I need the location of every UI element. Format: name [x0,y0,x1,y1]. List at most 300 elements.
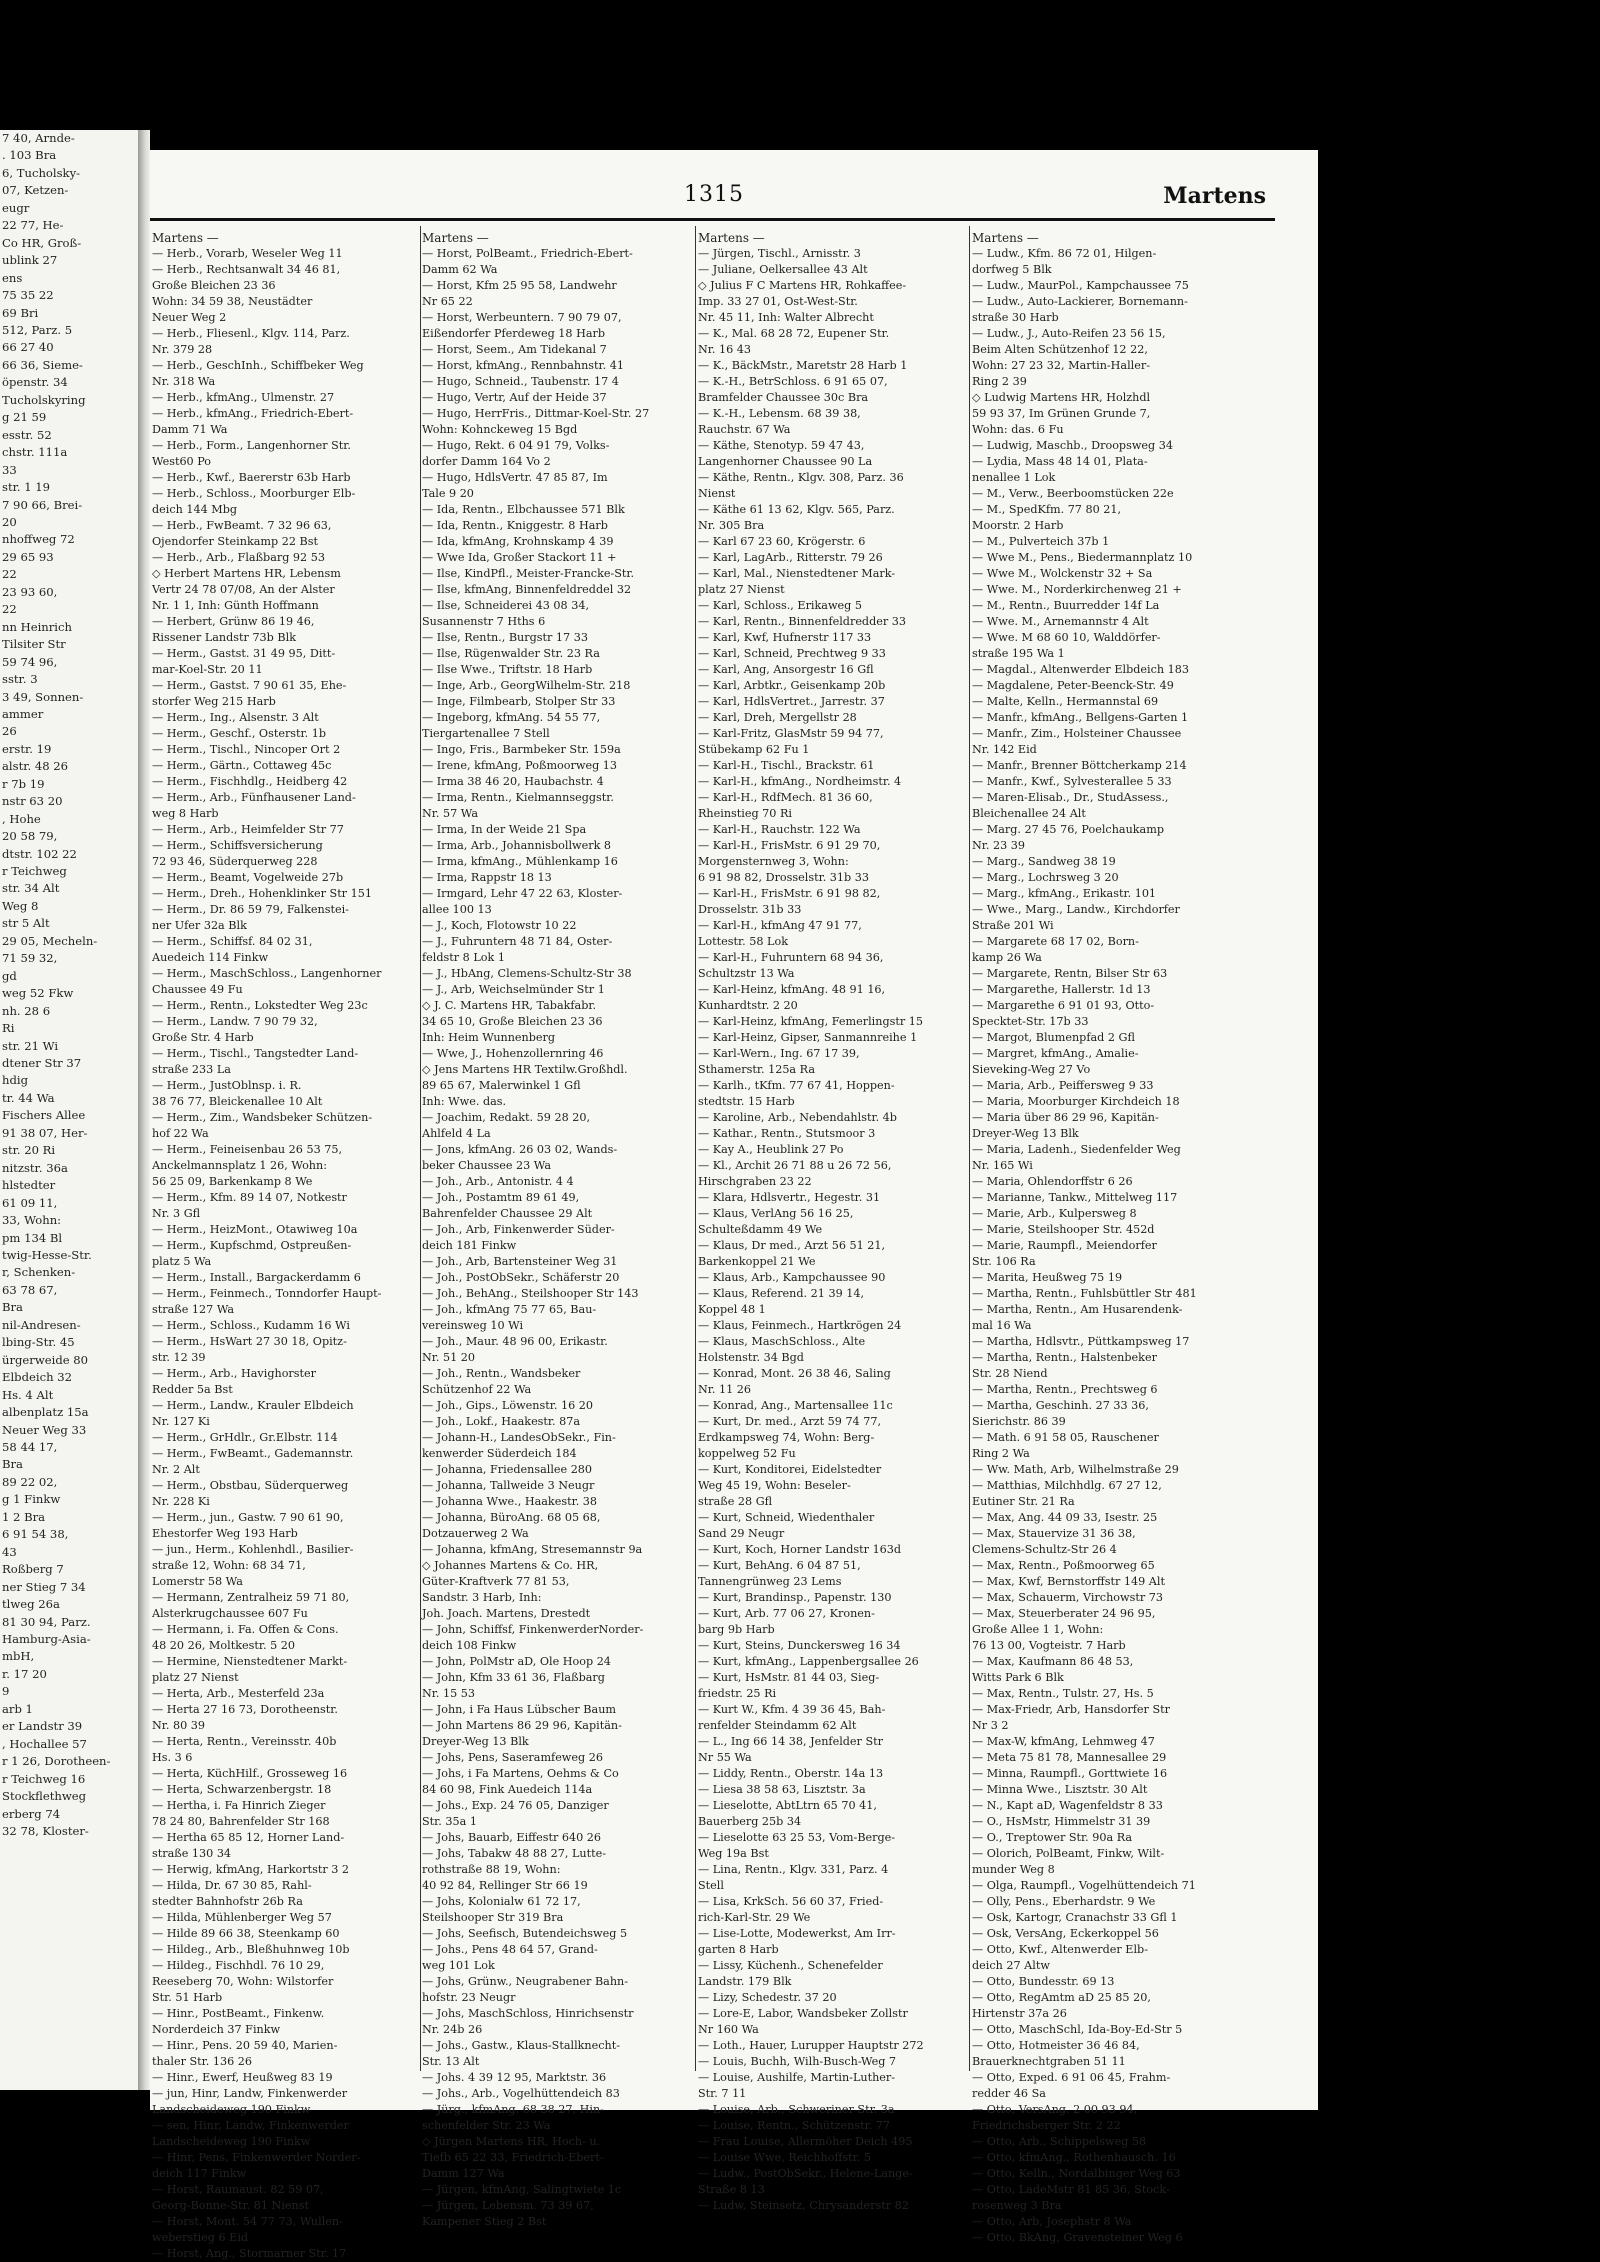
directory-entry-line: — Kurt, Konditorei, Eidelstedter [698,1463,882,1476]
directory-entry-line: weberstieg 6 Eid [152,2231,249,2244]
facing-page-line: tlweg 26a [2,1597,60,1612]
directory-entry-line: Wohn: das. 6 Fu [972,423,1064,436]
facing-page-line: Roßberg 7 [2,1562,64,1577]
facing-page-line: r Teichweg 16 [2,1771,86,1786]
directory-entry-line: — Horst, Kfm 25 95 58, Landwehr [422,279,617,292]
directory-entry-line: — Hugo, Rekt. 6 04 91 79, Volks- [422,439,610,452]
directory-entry-line: — Hildeg., Arb., Bleßhuhnweg 10b [152,1943,350,1956]
directory-entry-line: — Karl-H., FrisMstr. 6 91 29 70, [698,839,881,852]
directory-entry-line: Nr. 165 Wi [972,1159,1033,1172]
directory-entry-line: Inh: Wwe. das. [422,1095,507,1108]
directory-entry-line: 84 60 98, Fink Auedeich 114a [422,1783,593,1796]
directory-entry-line: 34 65 10, Große Bleichen 23 36 [422,1015,603,1028]
directory-entry-line: — Ludw, Steinsetz, Chrysanderstr 82 [698,2199,909,2212]
facing-page-line: 22 [2,602,17,617]
directory-entry-line: — Horst, Raumaust. 82 59 07, [152,2183,324,2196]
directory-entry-line: — Joh., Gips., Löwenstr. 16 20 [422,1399,593,1412]
directory-entry-line: — J., Fuhruntern 48 71 84, Oster- [422,935,613,948]
facing-page-line: nitzstr. 36a [2,1160,68,1175]
directory-entry-line: — Karl-H., FrisMstr. 6 91 98 82, [698,887,881,900]
directory-entry-line: — Joh., BehAng., Steilshooper Str 143 [422,1287,639,1300]
facing-page-line: r 7b 19 [2,776,45,791]
directory-entry-line: ner Ufer 32a Blk [152,919,247,932]
directory-entry-line: — Johanna, Friedensallee 280 [422,1463,593,1476]
directory-entry-line: — Marg., Lochrsweg 3 20 [972,871,1119,884]
directory-entry-line: — N., Kapt aD, Wagenfeldstr 8 33 [972,1799,1163,1812]
directory-entry-line: 89 65 67, Malerwinkel 1 Gfl [422,1079,581,1092]
facing-page-line: mbH, [2,1649,35,1664]
directory-entry-line: — Joh., Maur. 48 96 00, Erikastr. [422,1335,608,1348]
directory-entry-line: — Hertha, i. Fa Hinrich Zieger [152,1799,326,1812]
directory-entry-line: — Konrad, Mont. 26 38 46, Saling [698,1367,891,1380]
directory-entry-line: — Herm., Kfm. 89 14 07, Notkestr [152,1191,347,1204]
directory-entry-line: Landscheideweg 190 Finkw [152,2135,311,2148]
directory-entry-line: — Martha, Hdlsvtr., Püttkampsweg 17 [972,1335,1190,1348]
facing-page-line: 43 [2,1544,17,1559]
directory-entry-line: Auedeich 114 Finkw [152,951,269,964]
book-gutter [138,130,150,2090]
directory-entry-line: — Manfr., Zim., Holsteiner Chaussee [972,727,1182,740]
directory-entry-line: — Hugo, Vertr, Auf der Heide 37 [422,391,607,404]
directory-entry-line: — Karl 67 23 60, Krögerstr. 6 [698,535,866,548]
directory-entry-line: — John, Schiffsf, FinkenwerderNorder- [422,1623,644,1636]
directory-entry-line: — Hermann, i. Fa. Offen & Cons. [152,1623,339,1636]
directory-entry-line: — M., Verw., Beerboomstücken 22e [972,487,1174,500]
directory-entry-line: Nr. 3 Gfl [152,1207,201,1220]
directory-entry-line: — Karl, Kwf, Hufnerstr 117 33 [698,631,872,644]
facing-page-line: r. 17 20 [2,1666,47,1681]
directory-entry-line: — Max, Kaufmann 86 48 53, [972,1655,1134,1668]
directory-entry-line: — Herb., FwBeamt. 7 32 96 63, [152,519,332,532]
directory-entry-line: Reeseberg 70, Wohn: Wilstorfer [152,1975,334,1988]
facing-page-line: 66 27 40 [2,340,54,355]
facing-page-line: 81 30 94, Parz. [2,1614,91,1629]
directory-entry-line: Tiergartenallee 7 Stell [422,727,550,740]
directory-entry-line: deich 108 Finkw [422,1639,517,1652]
directory-entry-line: — Lise-Lotte, Modewerkst, Am Irr- [698,1927,896,1940]
directory-entry-line: Nr. 15 53 [422,1687,476,1700]
directory-entry-line: — Louise, Arb., Schweriner Str. 3a [698,2103,895,2116]
directory-entry-line: — Käthe 61 13 62, Klgv. 565, Parz. [698,503,895,516]
directory-entry-line: Ring 2 39 [972,375,1027,388]
directory-entry-line: — Matthias, Milchhdlg. 67 27 12, [972,1479,1162,1492]
directory-entry-line: — Irma, In der Weide 21 Spa [422,823,587,836]
directory-entry-line: — Lieselotte 63 25 53, Vom-Berge- [698,1831,896,1844]
directory-entry-line: — Meta 75 81 78, Mannesallee 29 [972,1751,1167,1764]
facing-page-line: g 1 Finkw [2,1492,61,1507]
directory-entry-line: — Johs. 4 39 12 95, Marktstr. 36 [422,2071,607,2084]
directory-entry-line: — Herm., Schiffsf. 84 02 31, [152,935,313,948]
facing-page-line: . 103 Bra [2,148,57,163]
directory-entry-line: — Karl, LagArb., Ritterstr. 79 26 [698,551,883,564]
directory-entry-line: — Liesa 38 58 63, Lisztstr. 3a [698,1783,866,1796]
facing-page-line: esstr. 52 [2,427,52,442]
directory-entry-line: — Martha, Rentn., Halstenbeker [972,1351,1157,1364]
facing-page-line: 58 44 17, [2,1439,58,1454]
directory-entry-line: — Lore-E, Labor, Wandsbeker Zollstr [698,2007,908,2020]
directory-entry-line: Chaussee 49 Fu [152,983,243,996]
directory-entry-line: deich 117 Finkw [152,2167,247,2180]
directory-entry-line: — O., HsMstr, Himmelstr 31 39 [972,1815,1151,1828]
directory-entry-line: Nr. 2 Alt [152,1463,200,1476]
directory-entry-line: — Ingeborg, kfmAng. 54 55 77, [422,711,601,724]
directory-entry-line: Sthamerstr. 125a Ra [698,1063,816,1076]
facing-page-line: r, Schenken- [2,1265,76,1280]
directory-entry-line: Landstr. 179 Blk [698,1975,792,1988]
directory-entry-line: stedter Bahnhofstr 26b Ra [152,1895,303,1908]
directory-column-1 [152,230,420,2260]
directory-entry-line: — Kurt, Brandinsp., Papenstr. 130 [698,1591,892,1604]
directory-entry-line: deich 144 Mbg [152,503,238,516]
directory-entry-line: — Martha, Rentn., Am Husarendenk- [972,1303,1183,1316]
directory-entry-line: — Otto, RegAmtm aD 25 85 20, [972,1991,1151,2004]
directory-entry-line: — Karl, Dreh, Mergellstr 28 [698,711,857,724]
directory-entry-line: straße 30 Harb [972,311,1059,324]
directory-entry-line: — Otto, Exped. 6 91 06 45, Frahm- [972,2071,1171,2084]
directory-entry-line: — Lisa, KrkSch. 56 60 37, Fried- [698,1895,884,1908]
directory-entry-line: — Herm., Install., Bargackerdamm 6 [152,1271,361,1284]
directory-entry-line: Bahrenfelder Chaussee 29 Alt [422,1207,593,1220]
facing-page-line: 512, Parz. 5 [2,322,73,337]
directory-entry-line: — Irma 38 46 20, Haubachstr. 4 [422,775,604,788]
directory-entry-line: Eutiner Str. 21 Ra [972,1495,1075,1508]
directory-entry-line: Nr 3 2 [972,1719,1009,1732]
directory-entry-line: — Karl, Schneid, Prechtweg 9 33 [698,647,886,660]
directory-entry-line: — Maren-Elisab., Dr., StudAssess., [972,791,1169,804]
directory-entry-line: — Johs, Kolonialw 61 72 17, [422,1895,581,1908]
directory-entry-line: — Wwe., Marg., Landw., Kirchdorfer [972,903,1180,916]
directory-entry-line: Georg-Bonne-Str. 81 Nienst [152,2199,309,2212]
directory-entry-line: Dreyer-Weg 13 Blk [422,1735,529,1748]
directory-entry-line: Holstenstr. 34 Bgd [698,1351,804,1364]
directory-entry-line: — Maria, Ohlendorffstr 6 26 [972,1175,1133,1188]
directory-entry-line: 59 93 37, Im Grünen Grunde 7, [972,407,1151,420]
directory-entry-line: — K.-H., Lebensm. 68 39 38, [698,407,861,420]
facing-page-line: 29 65 93 [2,549,54,564]
directory-entry-line: feldstr 8 Lok 1 [422,951,505,964]
directory-entry-line: Damm 127 Wa [422,2167,505,2180]
directory-entry-line: — Maria über 86 29 96, Kapitän- [972,1111,1159,1124]
directory-entry-line: — Max-Friedr, Arb, Hansdorfer Str [972,1703,1170,1716]
directory-entry-line: — Hinr, Pens, Finkenwerder Norder- [152,2151,361,2164]
directory-entry-line: — Marie, Raumpfl., Meiendorfer [972,1239,1157,1252]
facing-page-line: dtstr. 102 22 [2,846,77,861]
directory-entry-line: — Frau Louise, Allermöher Deich 495 [698,2135,913,2148]
directory-entry-line: — Ingo, Fris., Barmbeker Str. 159a [422,743,621,756]
facing-page-line: , Hohe [2,811,41,826]
directory-entry-line: — Herb., Fliesenl., Klgv. 114, Parz. [152,327,350,340]
directory-entry-line: Rissener Landstr 73b Blk [152,631,296,644]
directory-entry-line: Nr 65 22 [422,295,473,308]
directory-entry-line: Damm 71 Wa [152,423,228,436]
directory-entry-line: — J., Arb, Weichselmünder Str 1 [422,983,605,996]
directory-entry-line: Str. 28 Niend [972,1367,1048,1380]
directory-entry-line: Sierichstr. 86 39 [972,1415,1066,1428]
header-rule [150,218,1275,221]
directory-entry-line: — Karl-H., Rauchstr. 122 Wa [698,823,861,836]
directory-entry-line: Kampener Stieg 2 Bst [422,2215,547,2228]
directory-entry-line: — Herb., Vorarb, Weseler Weg 11 [152,247,343,260]
directory-entry-line: koppelweg 52 Fu [698,1447,796,1460]
directory-entry-line: 56 25 09, Barkenkamp 8 We [152,1175,313,1188]
directory-entry-line: — Olorich, PolBeamt, Finkw, Wilt- [972,1847,1165,1860]
directory-entry-line: — Herm., Arb., Fünfhausener Land- [152,791,356,804]
directory-entry-line: Nr. 379 28 [152,343,213,356]
directory-entry-line: — Herm., Kupfschmd, Ostpreußen- [152,1239,352,1252]
directory-entry-line: — Herta, Arb., Mesterfeld 23a [152,1687,325,1700]
directory-entry-line: — Karl-H., kfmAng., Nordheimstr. 4 [698,775,902,788]
directory-entry-line: — Herb., Kwf., Baererstr 63b Harb [152,471,351,484]
facing-page-line: 9 [2,1684,10,1699]
directory-entry-line: — Osk, VersAng, Eckerkoppel 56 [972,1927,1159,1940]
directory-entry-line: — Karlh., tKfm. 77 67 41, Hoppen- [698,1079,895,1092]
directory-entry-line: — Konrad, Ang., Martensallee 11c [698,1399,893,1412]
directory-entry-line: — Karl, HdlsVertret., Jarrestr. 37 [698,695,885,708]
directory-entry-line: — Juliane, Oelkersallee 43 Alt [698,263,868,276]
directory-entry-line: Susannenstr 7 Hths 6 [422,615,546,628]
directory-entry-line: Ahlfeld 4 La [422,1127,491,1140]
directory-entry-line: — Olly, Pens., Eberhardstr. 9 We [972,1895,1156,1908]
directory-entry-line: — Margarete, Rentn, Bilser Str 63 [972,967,1168,980]
facing-page-line: alstr. 48 26 [2,759,69,774]
directory-entry-line: — Ludw., Kfm. 86 72 01, Hilgen- [972,247,1157,260]
directory-entry-line: Große Allee 1 1, Wohn: [972,1623,1104,1636]
directory-entry-line: — Otto, BkAng, Gravensteiner Weg 6 [972,2231,1183,2244]
directory-entry-line: — Max, Schauerm, Virchowstr 73 [972,1591,1163,1604]
directory-entry-line: Sandstr. 3 Harb, Inh: [422,1591,542,1604]
directory-entry-line: — Irmgard, Lehr 47 22 63, Kloster- [422,887,623,900]
directory-entry-line: — Martha, Rentn., Prechtsweg 6 [972,1383,1158,1396]
directory-entry-line: — Karl, Rentn., Binnenfeldredder 33 [698,615,907,628]
directory-entry-line: — Herm., Tischl., Tangstedter Land- [152,1047,359,1060]
directory-entry-line: — M., Rentn., Buurredder 14f La [972,599,1160,612]
directory-entry-line: — Ilse, Rügenwalder Str. 23 Ra [422,647,600,660]
directory-entry-line: — Karl, Arbtkr., Geisenkamp 20b [698,679,886,692]
directory-entry-line: Hirtenstr 37a 26 [972,2007,1067,2020]
directory-entry-line: Koppel 48 1 [698,1303,766,1316]
directory-entry-line: Nr. 305 Bra [698,519,765,532]
directory-entry-line: — Karl, Mal., Nienstedtener Mark- [698,567,896,580]
directory-entry-line: 78 24 80, Bahrenfelder Str 168 [152,1815,330,1828]
directory-entry-line: vereinsweg 10 Wi [422,1319,524,1332]
directory-entry-line: — Marie, Steilshooper Str. 452d [972,1223,1155,1236]
directory-entry-line: Rauchstr. 67 Wa [698,423,791,436]
facing-page-line: arb 1 [2,1701,33,1716]
facing-page-line: 22 [2,567,17,582]
directory-entry-line: — Ludw., PostObSekr., Helene-Lange- [698,2167,913,2180]
directory-entry-line: ◇ Jürgen Martens HR, Hoch- u. [422,2135,601,2148]
directory-entry-line: — Kurt, Steins, Dunckersweg 16 34 [698,1639,901,1652]
directory-entry-line: — Johs., Arb., Vogelhüttendeich 83 [422,2087,620,2100]
directory-entry-line: — K.-H., BetrSchloss. 6 91 65 07, [698,375,888,388]
directory-entry-line: Güter-Kraftverk 77 81 53, [422,1575,570,1588]
directory-entry-line: weg 8 Harb [152,807,219,820]
directory-entry-line: Nr. 318 Wa [152,375,216,388]
directory-entry-line: friedstr. 25 Ri [698,1687,777,1700]
facing-page-line: ens [2,270,23,285]
facing-page-line: 7 40, Arnde- [2,131,75,145]
directory-entry-line: — Lina, Rentn., Klgv. 331, Parz. 4 [698,1863,889,1876]
directory-entry-line: — Marianne, Tankw., Mittelweg 117 [972,1191,1178,1204]
directory-entry-line: — Herta, Schwarzenbergstr. 18 [152,1783,332,1796]
directory-entry-line: — Herm., jun., Gastw. 7 90 61 90, [152,1511,344,1524]
directory-entry-line: — Johs, Seefisch, Butendeichsweg 5 [422,1927,628,1940]
facing-page-line: ürgerweide 80 [2,1352,89,1367]
directory-entry-line: dorfweg 5 Blk [972,263,1052,276]
directory-entry-line: — Joh., Arb, Finkenwerder Süder- [422,1223,615,1236]
directory-entry-line: — Herm., Dreh., Hohenklinker Str 151 [152,887,372,900]
facing-page-line: Bra [2,1300,23,1315]
directory-entry-line: hofstr. 23 Neugr [422,1991,516,2004]
directory-entry-line: hof 22 Wa [152,1127,209,1140]
facing-page-line: r Teichweg [2,864,67,879]
directory-entry-line: Schultzstr 13 Wa [698,967,795,980]
facing-page-line: chstr. 111a [2,445,68,460]
directory-entry-line: mar-Koel-Str. 20 11 [152,663,263,676]
facing-page-line: sstr. 3 [2,672,38,687]
facing-page-line: 6 91 54 38, [2,1527,69,1542]
directory-entry-line: — Ludw., Auto-Lackierer, Bornemann- [972,295,1188,308]
directory-entry-line: — Otto, Arb., Schippelsweg 58 [972,2135,1147,2148]
facing-page-line: nn Heinrich [2,619,72,634]
facing-page-line: 33, Wohn: [2,1213,62,1228]
directory-column-3 [698,230,966,2212]
directory-entry-line: Dreyer-Weg 13 Blk [972,1127,1079,1140]
directory-entry-line: — sen, Hinr, Landw, Finkenwerder [152,2119,349,2132]
facing-page-line: nstr 63 20 [2,794,63,809]
directory-entry-line: Brauerknechtgraben 51 11 [972,2055,1126,2068]
directory-entry-line: — Herm., Gastst. 7 90 61 35, Ehe- [152,679,347,692]
directory-entry-line: — Johs., Exp. 24 76 05, Danziger [422,1799,609,1812]
directory-entry-line: — Johs, Grünw., Neugrabener Bahn- [422,1975,629,1988]
facing-page-line: weg 52 Fkw [2,986,74,1001]
directory-entry-line: — Wwe. M., Arnemannstr 4 Alt [972,615,1149,628]
directory-entry-line: — Max-W, kfmAng, Lehmweg 47 [972,1735,1155,1748]
directory-entry-line: straße 28 Gfl [698,1495,773,1508]
directory-entry-line: Morgensternweg 3, Wohn: [698,855,849,868]
directory-entry-line: — Hugo, HerrFris., Dittmar-Koel-Str. 27 [422,407,650,420]
directory-entry-line: — Herb., Schloss., Moorburger Elb- [152,487,356,500]
directory-entry-line: 40 92 84, Rellinger Str 66 19 [422,1879,588,1892]
directory-entry-line: Nr. 16 43 [698,343,752,356]
facing-page-line: Bra [2,1457,23,1472]
directory-entry-line: — Osk, Kartogr, Cranachstr 33 Gfl 1 [972,1911,1178,1924]
page-number: 1315 [684,182,744,207]
directory-entry-line: — Kurt, BehAng. 6 04 87 51, [698,1559,861,1572]
facing-page-line: 91 38 07, Her- [2,1125,88,1140]
directory-entry-line: — Lieselotte, AbtLtrn 65 70 41, [698,1799,877,1812]
facing-page-line: 6, Tucholsky- [2,165,81,180]
directory-entry-line: — Lydia, Mass 48 14 01, Plata- [972,455,1148,468]
directory-entry-line: Landscheideweg 190 Finkw [152,2103,311,2116]
directory-entry-line: — Karl-Heinz, Gipser, Sanmannreihe 1 [698,1031,918,1044]
directory-entry-line: — Jürgen, Tischl., Arnisstr. 3 [698,247,861,260]
facing-page-line: Ri [2,1021,15,1036]
facing-page-line: albenplatz 15a [2,1405,89,1420]
facing-page-line: , Hochallee 57 [2,1736,87,1751]
directory-entry-line: — Hinr., Pens. 20 59 40, Marien- [152,2039,338,2052]
directory-entry-line: Imp. 33 27 01, Ost-West-Str. [698,295,858,308]
directory-entry-line: 48 20 26, Moltkestr. 5 20 [152,1639,295,1652]
directory-entry-line: — Johann-H., LandesObSekr., Fin- [422,1431,616,1444]
directory-entry-line: — Herb., Form., Langenhorner Str. [152,439,351,452]
directory-entry-line: kenwerder Süderdeich 184 [422,1447,577,1460]
directory-entry-line: Rheinstieg 70 Ri [698,807,792,820]
facing-page-line: Hs. 4 Alt [2,1387,54,1402]
directory-entry-line: Steilshooper Str 319 Bra [422,1911,564,1924]
directory-entry-line: Str. 35a 1 [422,1815,477,1828]
directory-entry-line: — Johs, Bauarb, Eiffestr 640 26 [422,1831,602,1844]
directory-entry-line: — Horst, Werbeuntern. 7 90 79 07, [422,311,622,324]
directory-entry-line: Nr. 127 Ki [152,1415,210,1428]
directory-entry-line: — Joh., PostObSekr., Schäferstr 20 [422,1271,620,1284]
directory-entry-line: — Herm., HsWart 27 30 18, Opitz- [152,1335,347,1348]
directory-entry-line: — Johs., Gastw., Klaus-Stallknecht- [422,2039,621,2052]
facing-page-line: 32 78, Kloster- [2,1823,89,1838]
directory-entry-line: — Louise, Aushilfe, Martin-Luther- [698,2071,896,2084]
directory-entry-line: ◇ Julius F C Martens HR, Rohkaffee- [698,279,907,292]
directory-entry-line: — Inge, Arb., GeorgWilhelm-Str. 218 [422,679,631,692]
facing-page-line: str. 21 Wi [2,1038,59,1053]
directory-entry-line: Lomerstr 58 Wa [152,1575,243,1588]
directory-entry-line: Norderdeich 37 Finkw [152,2023,281,2036]
directory-entry-line: — John, Kfm 33 61 36, Flaßbarg [422,1671,605,1684]
directory-entry-line: — Johs., Pens 48 64 57, Grand- [422,1943,598,1956]
directory-entry-line: — Herm., MaschSchloss., Langenhorner [152,967,382,980]
directory-entry-line: — Ilse Wwe., Triftstr. 18 Harb [422,663,593,676]
directory-entry-line: schenfelder Str. 23 Wa [422,2119,551,2132]
directory-entry-line: ◇ J. C. Martens HR, Tabakfabr. [422,999,597,1012]
directory-entry-line: Nr. 80 39 [152,1719,206,1732]
directory-entry-line: Clemens-Schultz-Str 26 4 [972,1543,1117,1556]
directory-entry-line: nenallee 1 Lok [972,471,1056,484]
directory-entry-line: Große Bleichen 23 36 [152,279,276,292]
facing-page-line: g 21 59 [2,410,47,425]
directory-entry-line: straße 127 Wa [152,1303,235,1316]
facing-page-fragment [0,130,138,2090]
directory-entry-line: — Irma, Rappstr 18 13 [422,871,552,884]
directory-entry-line: — M., SpedKfm. 77 80 21, [972,503,1122,516]
directory-entry-line: Nr. 24b 26 [422,2023,483,2036]
directory-entry-line: — Ida, kfmAng, Krohnskamp 4 39 [422,535,614,548]
directory-entry-line: platz 27 Nienst [698,583,785,596]
directory-entry-line: — Irma, kfmAng., Mühlenkamp 16 [422,855,618,868]
directory-entry-line: — Max, Ang. 44 09 33, Isestr. 25 [972,1511,1158,1524]
facing-page-line: Tilsiter Str [2,637,66,652]
directory-entry-line: — Marg. 27 45 76, Poelchaukamp [972,823,1164,836]
directory-entry-line: — Ww. Math, Arb, Wilhelmstraße 29 [972,1463,1179,1476]
directory-entry-line: — Joh., Lokf., Haakestr. 87a [422,1415,581,1428]
directory-entry-line: — Joh., kfmAng 75 77 65, Bau- [422,1303,597,1316]
directory-entry-line: — Käthe, Rentn., Klgv. 308, Parz. 36 [698,471,904,484]
directory-entry-line: — Hilda, Mühlenberger Weg 57 [152,1911,332,1924]
directory-entry-line: West60 Po [152,455,212,468]
directory-entry-line: Nienst [698,487,736,500]
facing-page-line: r 1 26, Dorotheen- [2,1754,111,1769]
directory-entry-line: — Manfr., Brenner Böttcherkamp 214 [972,759,1187,772]
directory-entry-line: — Hertha 65 85 12, Horner Land- [152,1831,345,1844]
facing-page-line: 75 35 22 [2,288,54,303]
directory-entry-line: — Johs, Pens, Saseramfeweg 26 [422,1751,603,1764]
directory-entry-line: — Jürgen, kfmAng, Salingtwiete 1c [422,2183,622,2196]
directory-entry-line: — jun., Herm., Kohlenhdl., Basilier- [152,1543,354,1556]
directory-entry-line: Wohn: Kohnckeweg 15 Bgd [422,423,578,436]
facing-page-line: Hamburg-Asia- [2,1631,91,1646]
facing-page-line: 89 22 02, [2,1474,58,1489]
directory-entry-line: 76 13 00, Vogteistr. 7 Harb [972,1639,1126,1652]
directory-entry-line: — K., BäckMstr., Maretstr 28 Harb 1 [698,359,908,372]
facing-page-line: 26 [2,724,17,739]
